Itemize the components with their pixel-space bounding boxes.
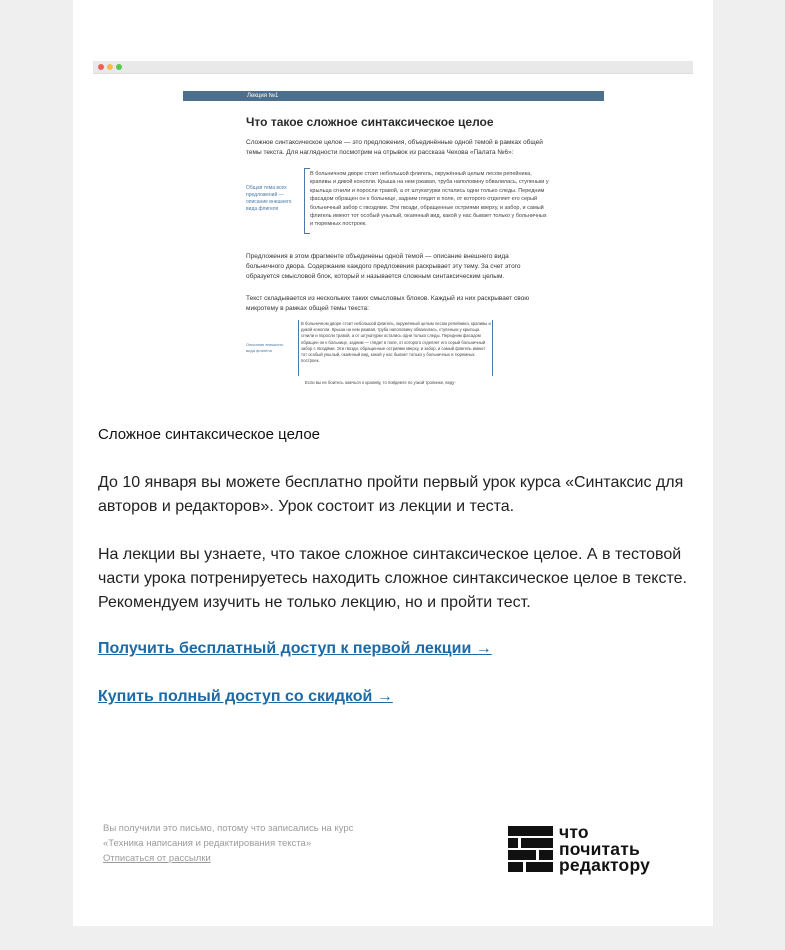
quote2-text: В больничном дворе стоит небольшой флигель, окружённый целым лесом репейника, крапивы и дикой конопли. Крыша на нем ржавая, труба наполовину обвалилась, ступеньки у крыльца сгнили и поросли травой, а от штукатурки остались одни только следы. Передним фасадом обращен он к больнице, задним — глядит в поле, от которого отделяет его серый больничный забор с гвоздями. Эти гвозди, обращенные остриями кверху, и забор, и самый флигель имеют тот особый унылый, окаянный вид, какой у нас бывает только у больничных и тюремных построек. — [301, 321, 491, 364]
email-paragraph-2: На лекции вы узнаете, что такое сложное синтаксическое целое. А в тестовой части урока потренируетесь находить сложное синтаксическое целое в тексте. Рекомендуем изучить не только лекцию, но и пройти тест. — [98, 546, 687, 611]
free-lecture-link[interactable]: Получить бесплатный доступ к первой лекции → — [98, 640, 492, 657]
logo-line-1: что — [559, 822, 589, 842]
lecture-para-3: Текст складывается из нескольких таких смысловых блоков. Каждый из них раскрывает свою микротему в рамках общей темы текста: — [246, 295, 530, 312]
email-title: Сложное синтаксическое целое — [98, 426, 321, 443]
logo-line-3: редактору — [559, 855, 651, 875]
maximize-dot-icon — [116, 64, 122, 70]
lecture-document — [183, 91, 604, 399]
lecture-title: Что такое сложное синтаксическое целое — [246, 115, 494, 129]
lecture-para-2: Предложения в этом фрагменте объединены одной темой — описание внешнего вида больничного двора. Содержание каждого предложения раскрывает эту тему. За счет этого образуется смысловой блок, который и называется сложным синтаксическим целым. — [246, 253, 521, 280]
quote-block-2 — [183, 320, 604, 390]
buy-full-access-link[interactable]: Купить полный доступ со скидкой → — [98, 688, 393, 705]
email-paragraph-1: До 10 января вы можете бесплатно пройти первый урок курса «Синтаксис для авторов и редакторов». Урок состоит из лекции и теста. — [98, 474, 684, 515]
logo-line-2: почитать — [559, 838, 640, 859]
footer-line-1: Вы получили это письмо, потому что записались на курс — [103, 823, 354, 834]
footer-line-2: «Техника написания и редактирования текста» — [103, 838, 312, 849]
lecture-intro: Сложное синтаксическое целое — это предложения, объединённые одной темой в рамках общей темы текста. Для наглядности посмотрим на отрывок из рассказа Чехова «Палата №6»: — [246, 139, 543, 156]
browser-chrome — [93, 61, 693, 74]
brand-logo[interactable] — [508, 822, 688, 876]
email-card — [73, 0, 713, 926]
footer-note — [103, 821, 403, 866]
quote2-side-note: Описание внешнего вида флигеля — [246, 342, 284, 353]
quote-block — [183, 168, 604, 234]
lecture-screenshot — [93, 61, 693, 399]
quote2-tail: Если вы не боитесь ожечься о крапиву, то пойдемте по узкой тропинке, веду- — [305, 380, 456, 385]
minimize-dot-icon — [107, 64, 113, 70]
logo-wordmark — [559, 824, 650, 874]
close-dot-icon — [98, 64, 104, 70]
quote-text: В больничном дворе стоит небольшой флигель, окружённый целым лесом репейника, крапивы и дикой конопли. Крыша на нем ржавая, труба наполовину обвалилась, ступеньки у крыльца сгнили и поросли травой, а от штукатурки остались одни только следы. Передним фасадом обращен он к больнице, задним глядит в поле, от которого отделяет его серый больничный забор с гвоздями. Эти гвозди, обращенные остриями кверху, и забор, и самый флигель имеют тот особый унылый, окаянный вид, какой у нас бывает только у больничных и тюремных построек. — [310, 171, 549, 228]
stacked-bars-logo-icon — [508, 826, 553, 874]
quote-side-note: Общая тема всех предложений — описание внешнего вида флигеля — [246, 185, 292, 212]
unsubscribe-link[interactable]: Отписаться от рассылки — [103, 853, 211, 864]
lecture-label: Лекция №1 — [183, 91, 604, 101]
